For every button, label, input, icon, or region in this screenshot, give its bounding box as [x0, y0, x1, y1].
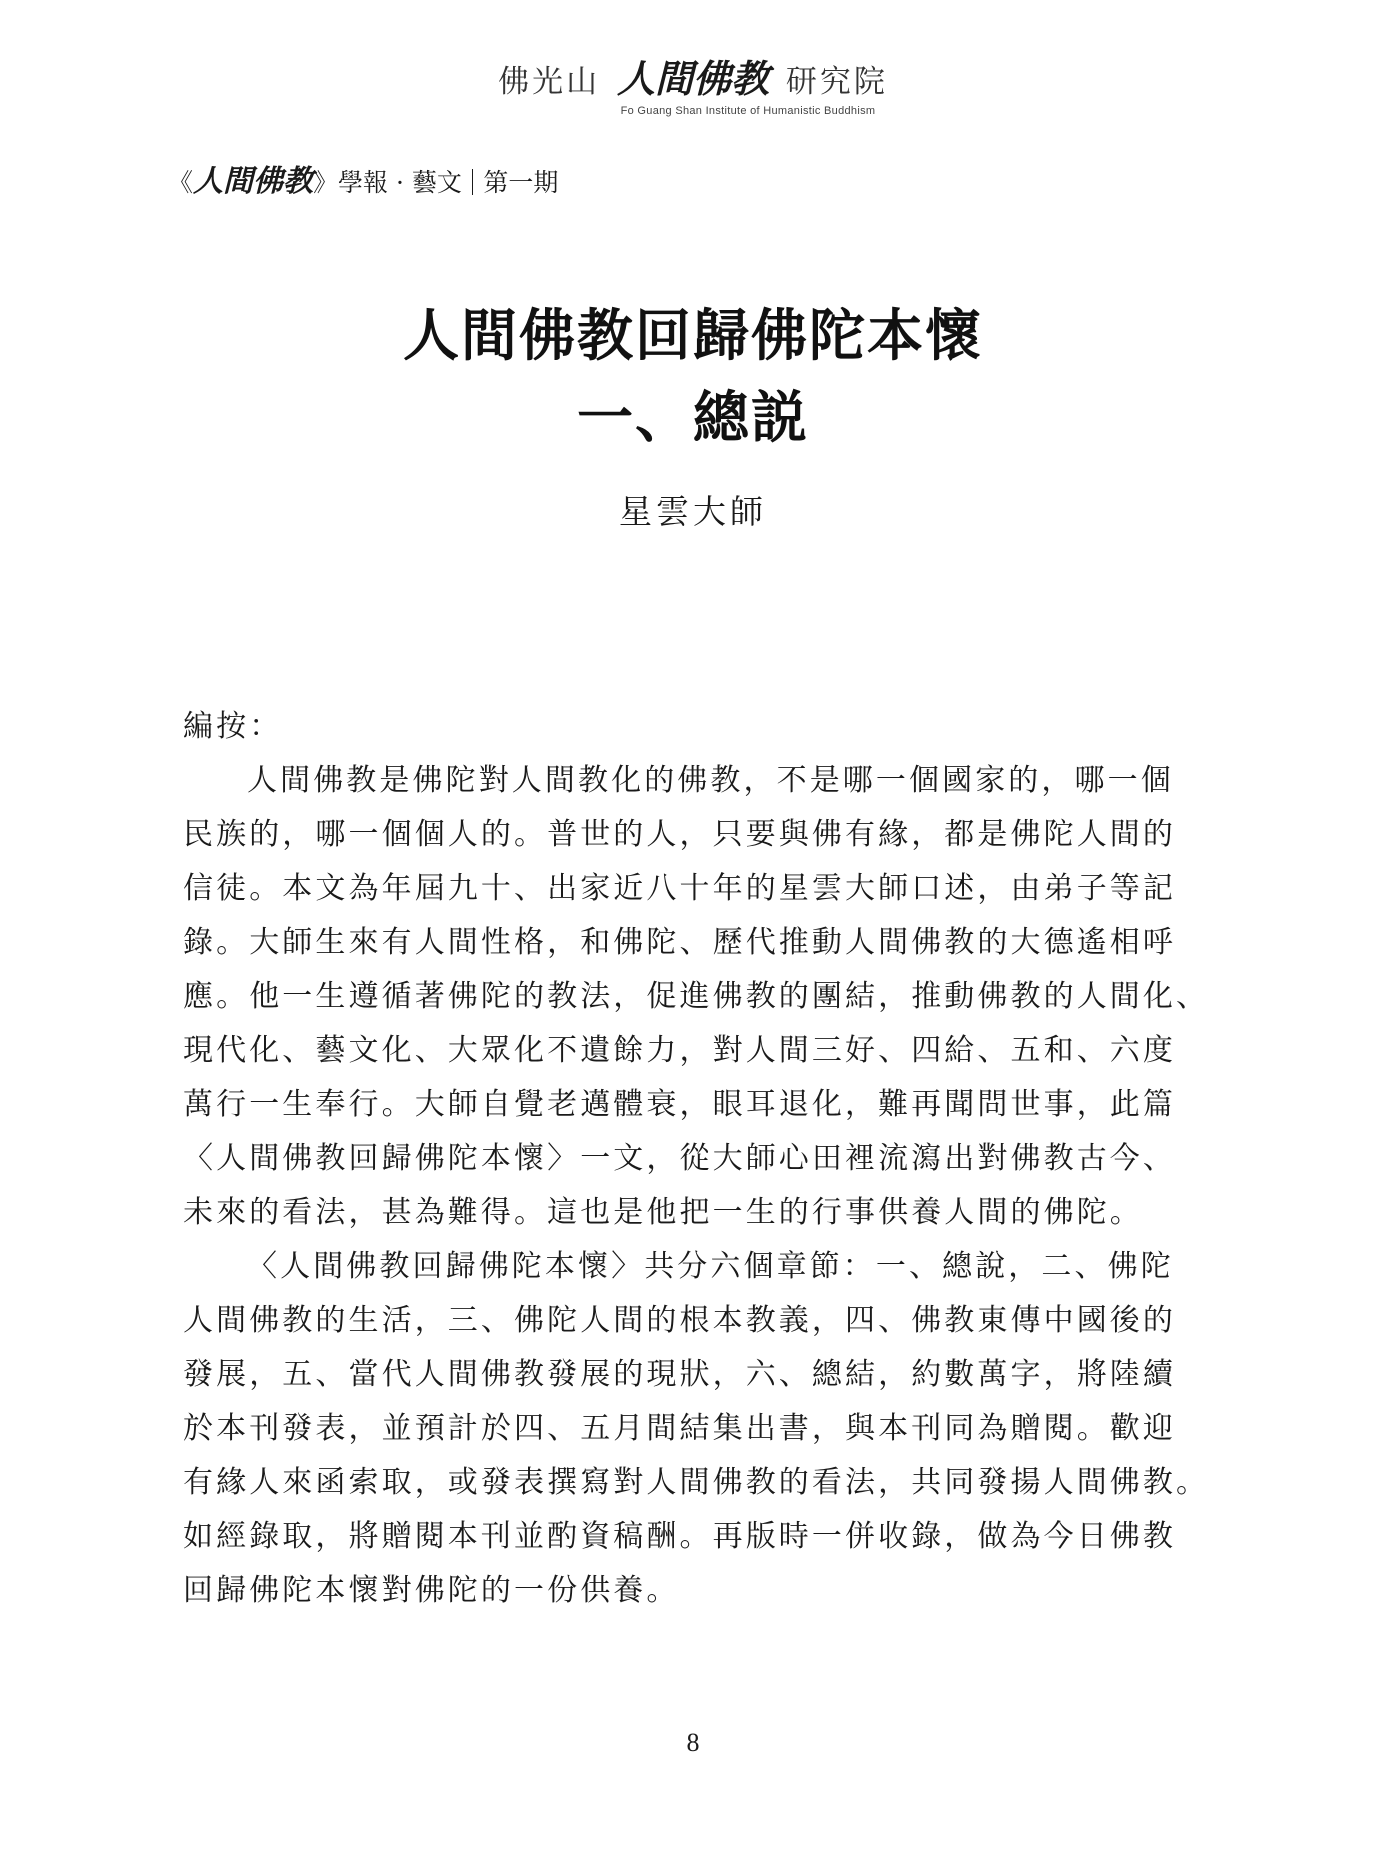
institute-name: [0, 58, 1386, 103]
paragraph-line: 〈人間佛教回歸佛陀本懷〉共分六個章節：一、總說，二、佛陀: [247, 1249, 1174, 1284]
institute-logo-script: 人間佛教: [616, 56, 769, 101]
institute-prefix: 佛光山: [498, 64, 601, 100]
paragraph-line: 回歸佛陀本懷對佛陀的一份供養。: [183, 1573, 680, 1608]
paragraph-line: 萬行一生奉行。大師自覺老邁體衰，眼耳退化，難再聞問世事，此篇: [183, 1087, 1176, 1122]
paragraph-line: 如經錄取，將贈閱本刊並酌資稿酬。再版時一併收錄，做為今日佛教: [183, 1519, 1176, 1554]
article-title: 人間佛教回歸佛陀本懷: [403, 303, 983, 369]
paragraph-line: 現代化、藝文化、大眾化不遺餘力，對人間三好、四給、五和、六度: [183, 1033, 1176, 1068]
editor-note: [183, 700, 1213, 1618]
paragraph-line: 發展，五、當代人間佛教發展的現狀，六、總結，約數萬字，將陸續: [183, 1357, 1176, 1392]
paragraph-line: 民族的，哪一個個人的。普世的人，只要與佛有緣，都是佛陀人間的: [183, 817, 1176, 852]
paragraph-line: 〈人間佛教回歸佛陀本懷〉一文，從大師心田裡流瀉出對佛教古今、: [183, 1141, 1176, 1176]
paragraph-line: 未來的看法，甚為難得。這也是他把一生的行事供養人間的佛陀。: [183, 1195, 1143, 1230]
page-number: 8: [686, 1728, 700, 1757]
paragraph-line: 於本刊發表，並預計於四、五月間結集出書，與本刊同為贈閱。歡迎: [183, 1411, 1176, 1446]
paragraph-line: 人間佛教的生活，三、佛陀人間的根本教義，四、佛教東傳中國後的: [183, 1303, 1176, 1338]
paragraph-line: 信徒。本文為年屆九十、出家近八十年的星雲大師口述，由弟子等記: [183, 871, 1176, 906]
institute-branding: [0, 58, 1386, 117]
journal-title-rest: 》學報 · 藝文: [313, 168, 462, 197]
paragraph-line: 有緣人來函索取，或發表撰寫對人間佛教的看法，共同發揚人間佛教。: [183, 1465, 1210, 1500]
issue-label: 第一期: [483, 168, 559, 197]
article-author: 星雲大師: [619, 492, 767, 531]
institute-english-name: Fo Guang Shan Institute of Humanistic Buddhism: [620, 105, 876, 117]
paragraph-line: 錄。大師生來有人間性格，和佛陀、歷代推動人間佛教的大德遙相呼: [183, 925, 1176, 960]
paragraph-line: 人間佛教是佛陀對人間教化的佛教，不是哪一個國家的，哪一個: [247, 763, 1174, 798]
paragraph-line: 應。他一生遵循著佛陀的教法，促進佛教的團結，推動佛教的人間化、: [183, 979, 1210, 1014]
journal-open-bracket: 《: [168, 168, 194, 197]
journal-script-title: 人間佛教: [193, 164, 314, 199]
article-subtitle: 一、總説: [577, 385, 809, 451]
institute-suffix: 研究院: [785, 64, 888, 100]
editor-note-heading: 編按：: [183, 709, 283, 744]
running-head-divider: [472, 169, 474, 195]
running-head: [168, 165, 558, 200]
